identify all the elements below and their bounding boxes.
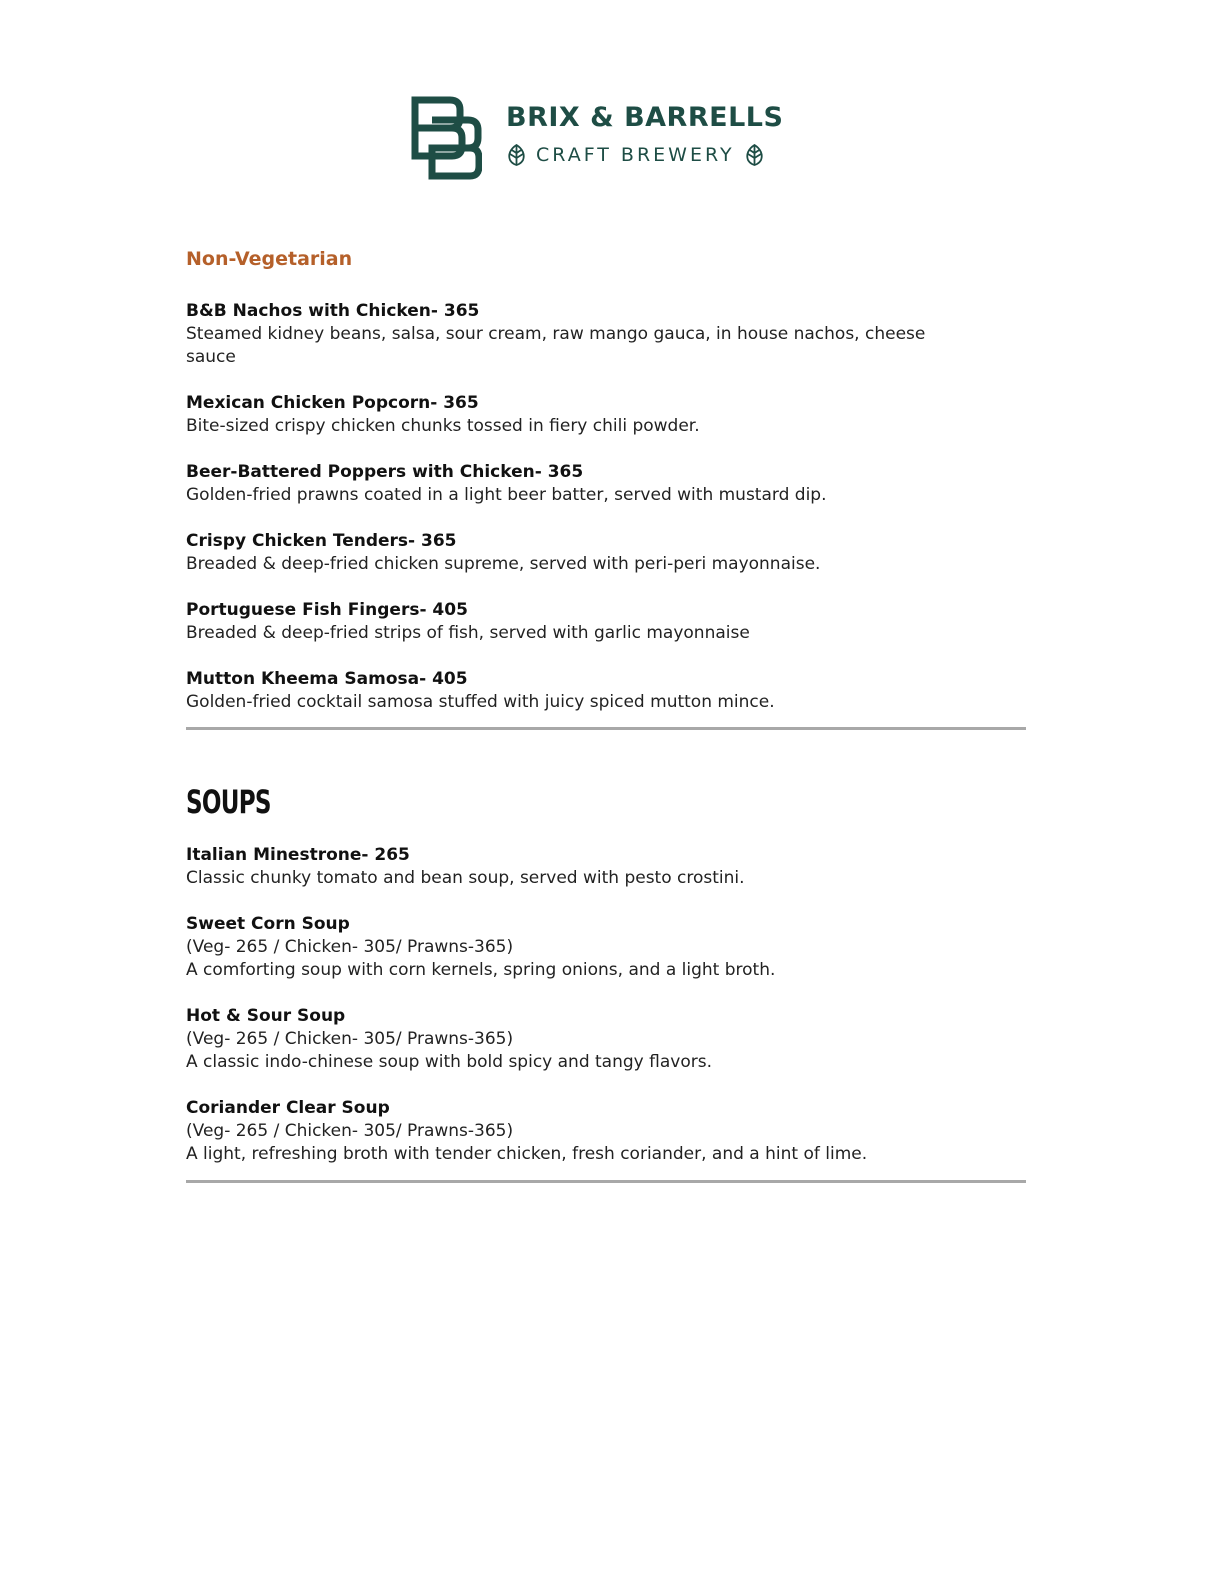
bb-monogram-icon — [410, 96, 482, 180]
menu-item — [186, 599, 1026, 645]
item-description: A light, refreshing broth with tender chicken, fresh coriander, and a hint of lime. — [186, 1144, 868, 1164]
item-title: Sweet Corn Soup — [186, 914, 350, 934]
menu-item — [186, 461, 1026, 507]
non-veg-section — [186, 244, 1026, 730]
soups-section — [186, 782, 1026, 1183]
item-title: B&B Nachos with Chicken- 365 — [186, 301, 480, 321]
item-description: Breaded & deep-fried chicken supreme, served with peri-peri mayonnaise. — [186, 554, 821, 574]
item-title: Mexican Chicken Popcorn- 365 — [186, 393, 479, 413]
brand-name: BRIX & BARRELLS — [506, 102, 784, 133]
section-divider — [186, 727, 1026, 730]
hop-icon — [744, 143, 765, 167]
item-prices: (Veg- 265 / Chicken- 305/ Prawns-365) — [186, 1029, 514, 1049]
item-description: Steamed kidney beans, salsa, sour cream, raw mango gauca, in house nachos, cheese — [186, 324, 926, 344]
menu-item — [186, 844, 1026, 890]
non-veg-heading: Non-Vegetarian — [186, 248, 353, 270]
hop-icon — [506, 143, 527, 167]
menu-item — [186, 300, 1026, 369]
section-divider — [186, 1180, 1026, 1183]
brand-tagline-row — [506, 143, 765, 167]
menu-content — [186, 244, 1026, 1183]
item-title: Coriander Clear Soup — [186, 1098, 390, 1118]
item-title: Italian Minestrone- 265 — [186, 845, 410, 865]
menu-item — [186, 913, 1026, 982]
item-description: A classic indo-chinese soup with bold spicy and tangy flavors. — [186, 1052, 712, 1072]
item-prices: (Veg- 265 / Chicken- 305/ Prawns-365) — [186, 1121, 514, 1141]
item-description: Breaded & deep-fried strips of fish, served with garlic mayonnaise — [186, 623, 750, 643]
brand-tagline: CRAFT BREWERY — [536, 144, 735, 166]
item-title: Crispy Chicken Tenders- 365 — [186, 531, 457, 551]
menu-item — [186, 668, 1026, 714]
item-title: Beer-Battered Poppers with Chicken- 365 — [186, 462, 584, 482]
item-title: Hot & Sour Soup — [186, 1006, 346, 1026]
item-description: Classic chunky tomato and bean soup, served with pesto crostini. — [186, 868, 745, 888]
menu-item — [186, 1005, 1026, 1074]
item-description: A comforting soup with corn kernels, spring onions, and a light broth. — [186, 960, 776, 980]
item-title: Portuguese Fish Fingers- 405 — [186, 600, 468, 620]
menu-item — [186, 530, 1026, 576]
item-description: Bite-sized crispy chicken chunks tossed in fiery chili powder. — [186, 416, 700, 436]
menu-item — [186, 1097, 1026, 1166]
soups-heading: SOUPS — [186, 783, 271, 821]
item-title: Mutton Kheema Samosa- 405 — [186, 669, 468, 689]
menu-item — [186, 392, 1026, 438]
item-prices: (Veg- 265 / Chicken- 305/ Prawns-365) — [186, 937, 514, 957]
brand-logo — [410, 96, 802, 180]
item-description: sauce — [186, 347, 236, 367]
item-description: Golden-fried prawns coated in a light beer batter, served with mustard dip. — [186, 485, 827, 505]
item-description: Golden-fried cocktail samosa stuffed with juicy spiced mutton mince. — [186, 692, 775, 712]
